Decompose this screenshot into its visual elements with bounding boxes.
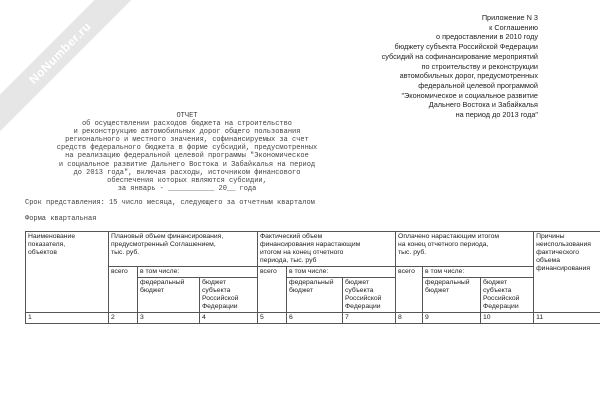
watermark: NoNumber.ru <box>0 0 140 133</box>
header-subject: бюджет субъекта Российской Федерации <box>200 278 258 313</box>
header-federal: федеральный бюджет <box>287 278 343 313</box>
header-including: в том числе: <box>287 267 396 278</box>
header-total: всего <box>258 267 287 313</box>
appendix-line: федеральной целевой программой <box>418 80 538 90</box>
header-reasons: Причины неиспользования фактического объема финансирования <box>534 232 600 313</box>
header-federal: федеральный бюджет <box>423 278 481 313</box>
form-type: Форма квартальная <box>25 215 97 223</box>
appendix-line: Дальнего Востока и Забайкалья <box>428 100 538 110</box>
appendix-line: к Соглашению <box>489 22 538 32</box>
col-num: 11 <box>534 313 600 324</box>
header-name: Наименование показателя, объектов <box>26 232 109 313</box>
report-line: обеспечения которых являются субсидии, <box>107 176 267 185</box>
report-heading: ОТЧЕТ <box>176 112 198 120</box>
header-total: всего <box>109 267 138 313</box>
col-num: 2 <box>109 313 138 324</box>
col-num: 1 <box>26 313 109 324</box>
header-federal: федеральный бюджет <box>138 278 200 313</box>
report-line: средств федерального бюджета в форме субсидий, предусмотренных <box>56 144 318 153</box>
report-line: и социальное развитие Дальнего Востока и Забайкалья на период <box>58 160 316 169</box>
col-num: 8 <box>396 313 423 324</box>
header-subject: бюджет субъекта Российской Федерации <box>481 278 534 313</box>
col-num: 5 <box>258 313 287 324</box>
deadline-text: Срок представления: 15 число месяца, следующего за отчетным кварталом <box>25 199 315 207</box>
header-fact: Фактический объем финансирования нарастающим итогом на конец отчетного периода, тыс. руб <box>258 232 396 267</box>
appendix-line: субсидий на софинансирование мероприятий <box>381 51 538 61</box>
report-title <box>22 112 352 193</box>
header-including: в том числе: <box>423 267 534 278</box>
appendix-line: на период до 2013 года" <box>455 110 538 120</box>
header-paid: Оплачено нарастающим итогом на конец отчетного периода, тыс. руб. <box>396 232 534 267</box>
col-num: 10 <box>481 313 534 324</box>
header-including: в том числе: <box>138 267 258 278</box>
report-line: об осуществлении расходов бюджета на строительство <box>81 120 293 129</box>
appendix-line: Приложение N 3 <box>481 13 538 22</box>
col-num: 3 <box>138 313 200 324</box>
column-numbers-row <box>26 313 600 324</box>
appendix-line: по строительству и реконструкции <box>421 61 538 71</box>
report-line: регионального и местного значения, софинансируемых за счет <box>65 136 309 145</box>
appendix-line: бюджету субъекта Российской Федерации <box>394 42 538 52</box>
header-plan: Плановый объем финансирования, предусмотренный Соглашением, тыс. руб. <box>109 232 258 267</box>
col-num: 6 <box>287 313 343 324</box>
col-num: 9 <box>423 313 481 324</box>
col-num: 7 <box>343 313 396 324</box>
report-line: до 2013 года", включая расходы, источником финансового <box>73 168 301 177</box>
report-line: и реконструкцию автомобильных дорог общего пользования <box>73 128 301 137</box>
report-table <box>25 231 600 324</box>
appendix-line: автомобильных дорог, предусмотренных <box>399 71 538 81</box>
report-line: за январь - ___________ 20__ года <box>117 184 257 193</box>
appendix-line: "Экономическое и социальное развитие <box>401 90 538 100</box>
header-total: всего <box>396 267 423 313</box>
col-num: 4 <box>200 313 258 324</box>
report-line: на реализацию федеральной целевой программы "Экономическое <box>65 152 309 161</box>
appendix-line: о предоставлении в 2010 году <box>436 32 538 42</box>
header-subject: бюджет субъекта Российской Федерации <box>343 278 396 313</box>
appendix-note <box>278 13 538 120</box>
